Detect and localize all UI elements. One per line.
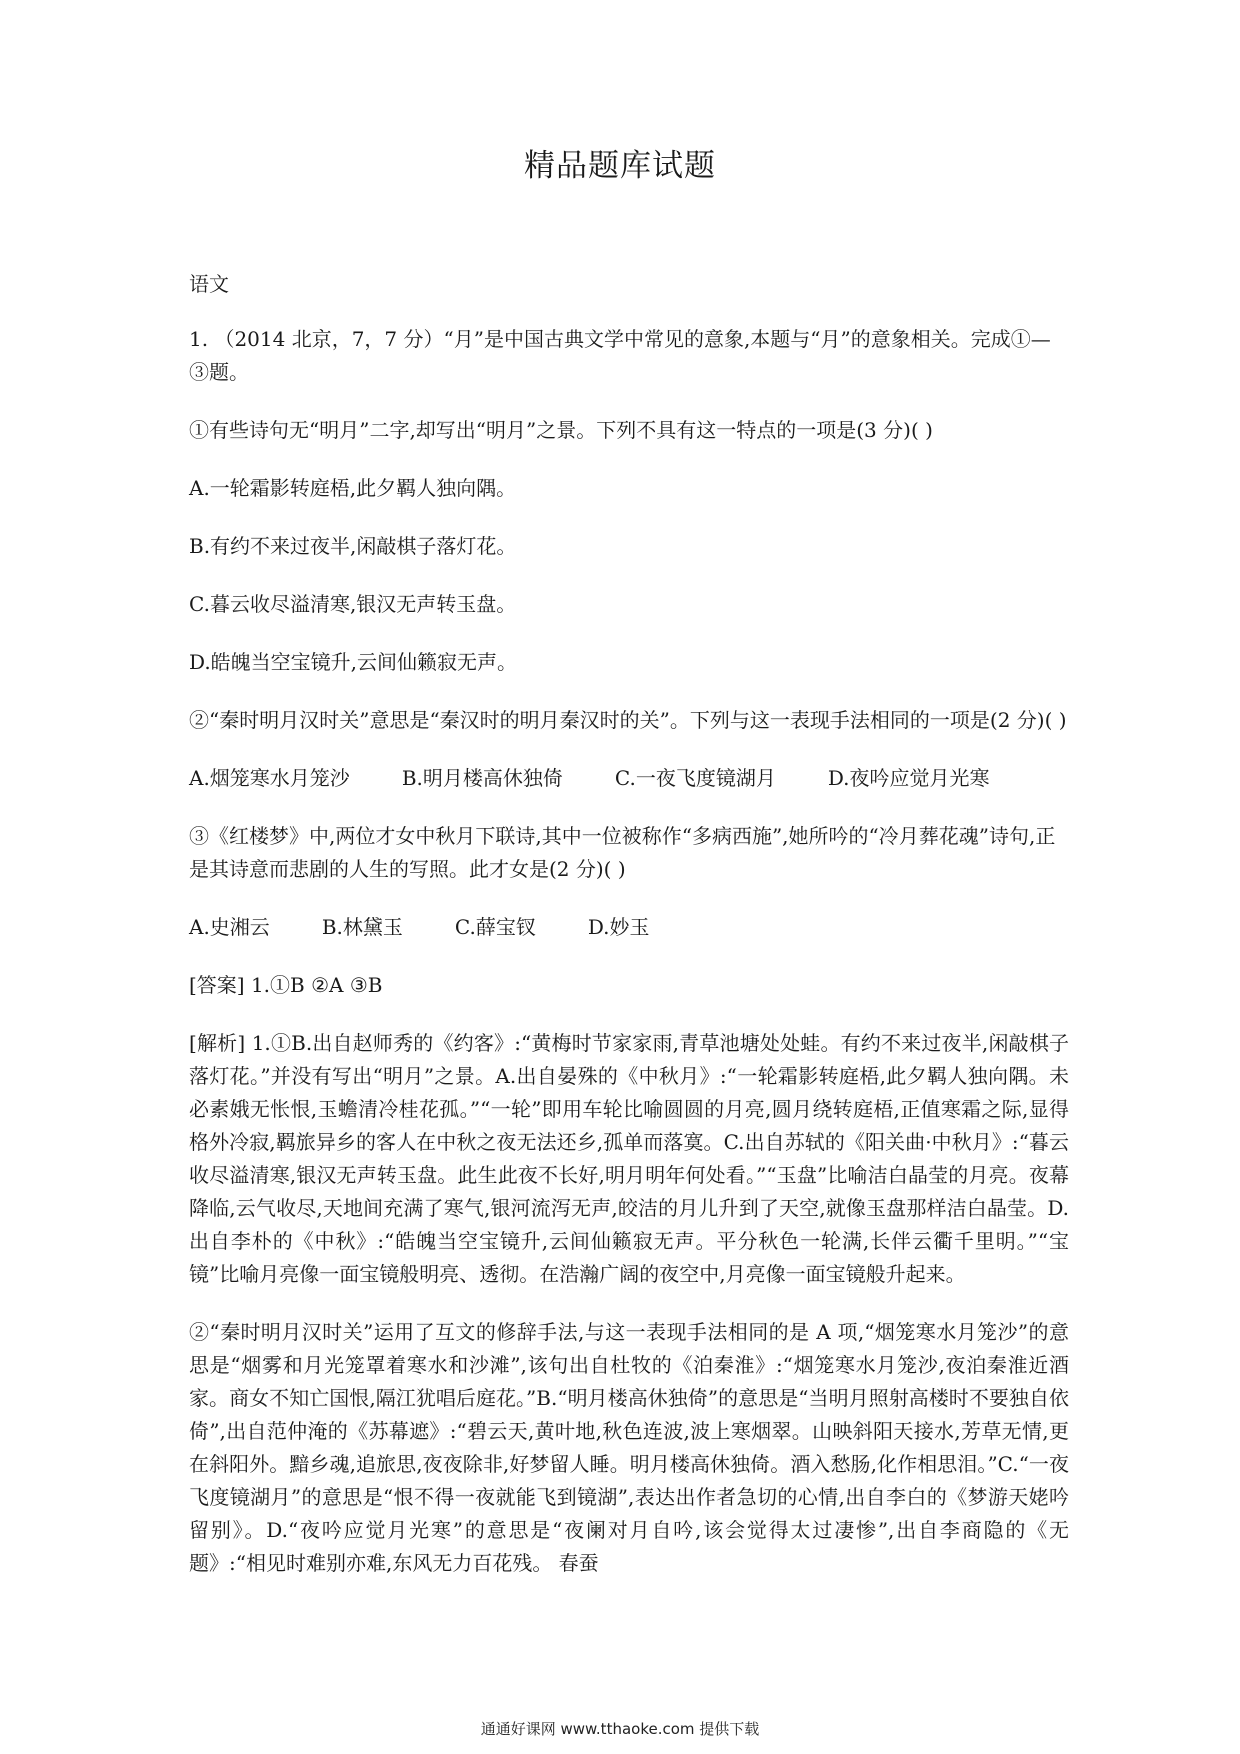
q1-option-c: C.暮云收尽溢清寒,银汉无声转玉盘。 — [189, 592, 517, 616]
analysis-paragraph-1: [解析] 1.①B.出自赵师秀的《约客》:“黄梅时节家家雨,青草池塘处处蛙。有约不来过夜半,闲敲棋子落灯花。”并没有写出“明月”之景。A.出自晏殊的《中秋月》:“一轮霜影转庭梧,此夕羁人独向隅。未必素娥无怅恨,玉蟾清冷桂花孤。”“一轮”即用车轮比喻圆圆的月亮,圆月绕转庭梧,正值寒霜之际,显得格外冷寂,羁旅异乡的客人在中秋之夜无法还乡,孤单而落寞。C.出自苏轼的《阳关曲·中秋月》:“暮云收尽溢清寒,银汉无声转玉盘。此生此夜不长好,明月明年何处看。”“玉盘”比喻洁白晶莹的月亮。夜幕降临,云气收尽,天地间充满了寒气,银河流泻无声,皎洁的月儿升到了天空,就像玉盘那样洁白晶莹。D.出自李朴的《中秋》:“皓魄当空宝镜升,云间仙籁寂无声。平分秋色一轮满,长伴云衢千里明。”“宝镜”比喻月亮像一面宝镜般明亮、透彻。在浩瀚广阔的夜空中,月亮像一面宝镜般升起来。 — [189, 1031, 1069, 1286]
q2-option-d: D.夜吟应觉月光寒 — [827, 766, 990, 790]
analysis-paragraph-2: ②“秦时明月汉时关”运用了互文的修辞手法,与这一表现手法相同的是 A 项,“烟笼寒水月笼沙”的意思是“烟雾和月光笼罩着寒水和沙滩”,该句出自杜牧的《泊秦淮》:“烟笼寒水月笼沙,夜泊秦淮近酒家。商女不知亡国恨,隔江犹唱后庭花。”B.“明月楼高休独倚”的意思是“当明月照射高楼时不要独自依倚”,出自范仲淹的《苏幕遮》:“碧云天,黄叶地,秋色连波,波上寒烟翠。山映斜阳天接水,芳草无情,更在斜阳外。黯乡魂,追旅思,夜夜除非,好梦留人睡。明月楼高休独倚。酒入愁肠,化作相思泪。”C.“一夜飞度镜湖月”的意思是“恨不得一夜就能飞到镜湖”,表达出作者急切的心情,出自李白的《梦游天姥吟留别》。D.“夜吟应觉月光寒”的意思是“夜阑对月自吟,该会觉得太过凄惨”,出自李商隐的《无题》:“相见时难别亦难,东风无力百花残。 春蚕 — [189, 1320, 1069, 1575]
q2-option-c: C.一夜飞度镜湖月 — [614, 766, 776, 790]
subject-label: 语文 — [189, 272, 229, 296]
q1-option-d: D.皓魄当空宝镜升,云间仙籁寂无声。 — [189, 650, 518, 674]
q2-option-b: B.明月楼高休独倚 — [401, 766, 563, 790]
q2-options — [189, 762, 1069, 795]
q3-stem: ③《红楼梦》中,两位才女中秋月下联诗,其中一位被称作“多病西施”,她所吟的“冷月葬花魂”诗句,正是其诗意而悲剧的人生的写照。此才女是(2 分)( ) — [189, 824, 1056, 881]
question-intro: 1. （2014 北京，7，7 分）“月”是中国古典文学中常见的意象,本题与“月”的意象相关。完成①—③题。 — [189, 327, 1051, 384]
analysis-section — [189, 1027, 1069, 1580]
q3-option-b: B.林黛玉 — [321, 915, 403, 939]
q3-option-c: C.薛宝钗 — [454, 915, 536, 939]
q2-stem: ②“秦时明月汉时关”意思是“秦汉时的明月秦汉时的关”。下列与这一表现手法相同的一项是(2 分)( ) — [189, 708, 1067, 732]
q3-option-a: A.史湘云 — [189, 915, 270, 939]
q1-option-a: A.一轮霜影转庭梧,此夕羁人独向隅。 — [189, 476, 517, 500]
q3-option-d: D.妙玉 — [587, 915, 650, 939]
q2-option-a: A.烟笼寒水月笼沙 — [189, 766, 350, 790]
q1-option-b: B.有约不来过夜半,闲敲棋子落灯花。 — [189, 534, 517, 558]
q3-options — [189, 911, 1069, 944]
document-body — [189, 268, 1069, 1605]
q1-stem: ①有些诗句无“明月”二字,却写出“明月”之景。下列不具有这一特点的一项是(3 分)( ) — [189, 418, 933, 442]
page-title: 精品题库试题 — [524, 148, 716, 184]
footer-source: 通通好课网 www.tthaoke.com 提供下载 — [480, 1720, 760, 1738]
answer-line: [答案] 1.①B ②A ③B — [189, 973, 383, 997]
